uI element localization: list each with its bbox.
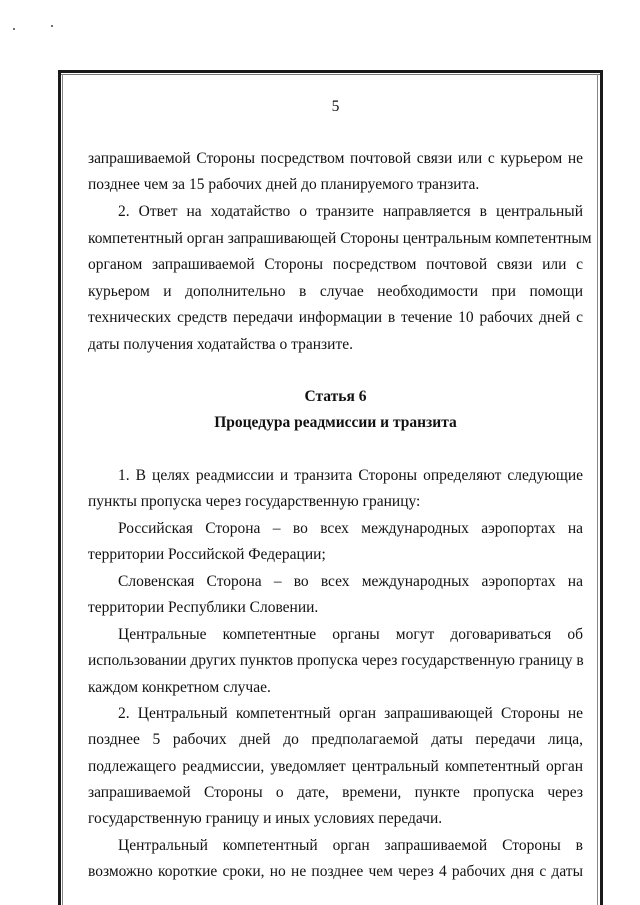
document-frame-left <box>58 70 61 905</box>
text-line: Словенская Сторона – во всех международных аэропортах на <box>118 573 583 590</box>
document-frame-right <box>600 70 603 905</box>
text-line: технических средств передачи информации в течение 10 рабочих дней с <box>88 309 583 326</box>
text-line: 2. Ответ на ходатайство о транзите направляется в центральный <box>118 203 583 220</box>
text-line: 1. В целях реадмиссии и транзита Стороны определяют следующие <box>118 467 583 484</box>
text-line: курьером и дополнительно в случае необходимости при помощи <box>88 283 583 300</box>
document-frame-top-inner <box>60 74 601 75</box>
text-line: государственную границу и иных условиях передачи. <box>88 810 443 827</box>
document-frame-top <box>60 70 601 73</box>
text-line: 2. Центральный компетентный орган запрашивающей Стороны не <box>118 705 583 722</box>
text-line: компетентный орган запрашивающей Стороны центральным компетентным <box>88 230 592 247</box>
text-line: даты получения ходатайства о транзите. <box>88 336 353 353</box>
text-line: возможно короткие сроки, но не позднее чем через 4 рабочих дня с даты <box>88 863 583 880</box>
page-number: 5 <box>331 98 340 115</box>
article-subtitle: Процедура реадмиссии и транзита <box>214 414 457 431</box>
text-line: запрашиваемой Стороны посредством почтовой связи или с курьером не <box>88 150 583 167</box>
text-line: территории Республики Словении. <box>88 599 319 616</box>
text-line: подлежащего реадмиссии, уведомляет центральный компетентный орган <box>88 758 583 775</box>
text-line: Центральный компетентный орган запрашиваемой Стороны в <box>118 837 583 854</box>
text-line: Российская Сторона – во всех международных аэропортах на <box>118 520 583 537</box>
text-line: органом запрашиваемой Стороны посредством почтовой связи или с <box>88 256 583 273</box>
document-frame-left-inner <box>62 74 63 905</box>
text-line: каждом конкретном случае. <box>88 679 271 696</box>
scan-speck <box>13 28 15 30</box>
text-line: позднее 5 рабочих дней до предполагаемой даты передачи лица, <box>88 731 583 748</box>
text-line: позднее чем за 15 рабочих дней до планируемого транзита. <box>88 176 480 193</box>
article-title: Статья 6 <box>304 388 367 405</box>
scan-speck <box>51 25 53 27</box>
text-line: запрашиваемой Стороны о дате, времени, пункте пропуска через <box>88 784 583 801</box>
text-line: пункты пропуска через государственную границу: <box>88 493 421 510</box>
document-frame-right-inner <box>597 74 598 905</box>
text-line: Центральные компетентные органы могут договариваться об <box>118 626 583 643</box>
text-line: использовании других пунктов пропуска через государственную границу в <box>88 652 584 669</box>
text-line: территории Российской Федерации; <box>88 546 326 563</box>
